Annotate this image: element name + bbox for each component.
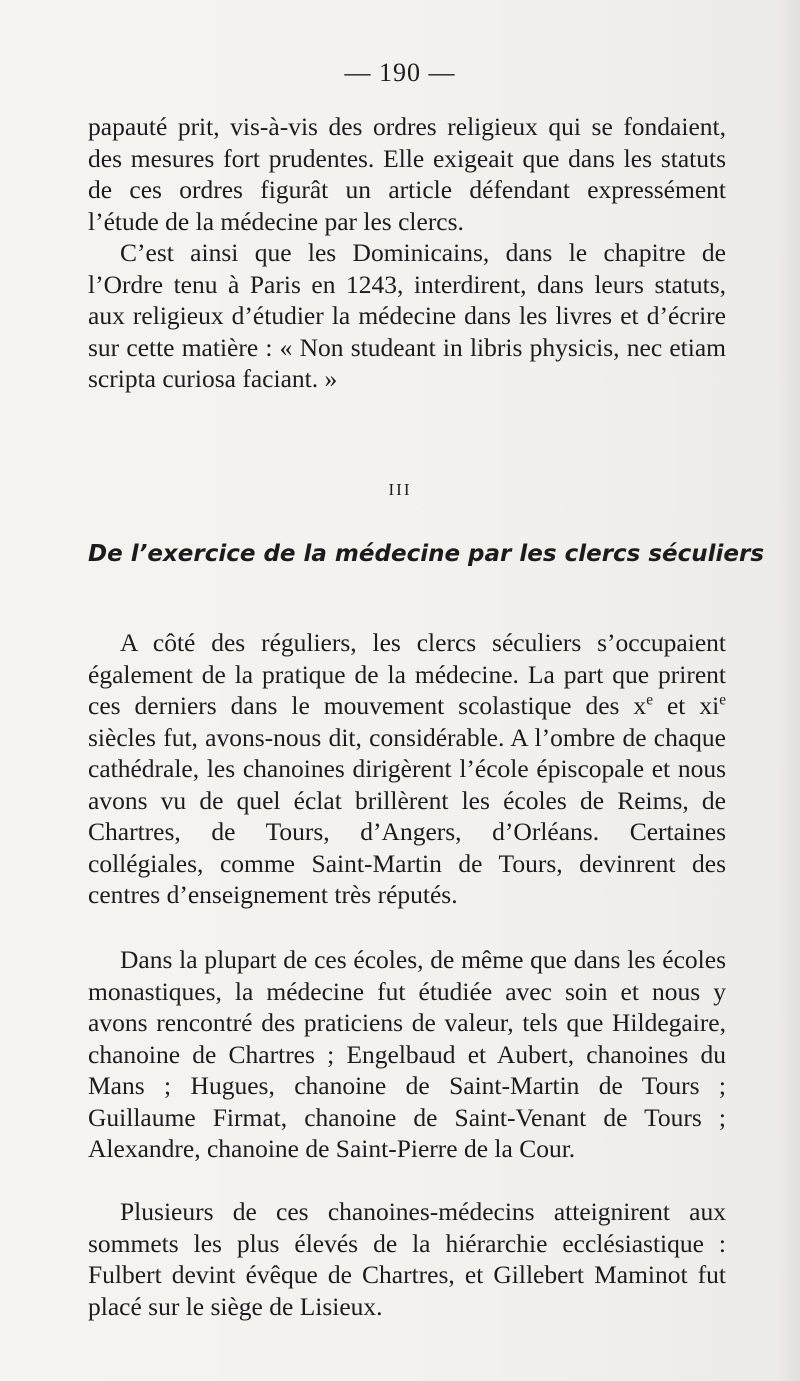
page-edge-shadow	[778, 0, 800, 1381]
century-superscript-10: e	[646, 691, 653, 709]
paragraph-4: Dans la plupart de ces écoles, de même que dans les écoles monastiques, la médecine fut étudiée avec soin et nous y avons rencontré des praticiens de valeur, tels que Hildegaire, chanoine de Chartres ; Engelbaud et Aubert, chanoines du Mans ; Hugues, chanoine de Saint-Martin de Tours ; Guillaume Firmat, chanoine de Saint-Venant de Tours ; Alexandre, chanoine de Saint-Pierre de la Cour.	[88, 945, 726, 1163]
paragraph-3	[88, 627, 726, 911]
paragraph-3-text-start: A côté des réguliers, les clercs séculiers s’occupaient également de la pratique de la médecine. La part que prirent ces derniers dans le mouvement scolastique des x	[88, 628, 726, 720]
paragraph-1: papauté prit, vis-à-vis des ordres religieux qui se fondaient, des mesures fort prudentes. Elle exigeait que dans les statuts de ces ordres figurât un article défendant expressément l’étude de la médecine par les clercs.	[88, 112, 726, 236]
paragraph-3-text-middle: et xi	[652, 691, 720, 720]
paragraph-2: C’est ainsi que les Dominicains, dans le chapitre de l’Ordre tenu à Paris en 1243, interdirent, dans leurs statuts, aux religieux d’étudier la médecine dans les livres et d’écrire sur cette matière : « Non studeant in libris physicis, nec etiam scripta curiosa faciant. »	[88, 238, 726, 393]
section-title: De l’exercice de la médecine par les clercs séculiers	[88, 541, 765, 567]
paragraph-5: Plusieurs de ces chanoines-médecins atteignirent aux sommets les plus élevés de la hiérarchie ecclésiastique : Fulbert devint évêque de Chartres, et Gillebert Maminot fut placé sur le siège de Lisieux.	[88, 1197, 726, 1321]
page-number-header: — 190 —	[344, 58, 456, 87]
century-superscript-11: e	[719, 691, 726, 709]
section-number: III	[388, 480, 412, 499]
paragraph-3-text-end: siècles fut, avons-nous dit, considérable. A l’ombre de chaque cathédrale, les chanoines dirigèrent l’école épiscopale et nous avons vu de quel éclat brillèrent les écoles de Reims, de Chartres, de Tours, d’Angers, d’Orléans. Certaines collégiales, comme Saint-Martin de Tours, devinrent des centres d’enseignement très réputés.	[88, 722, 726, 909]
